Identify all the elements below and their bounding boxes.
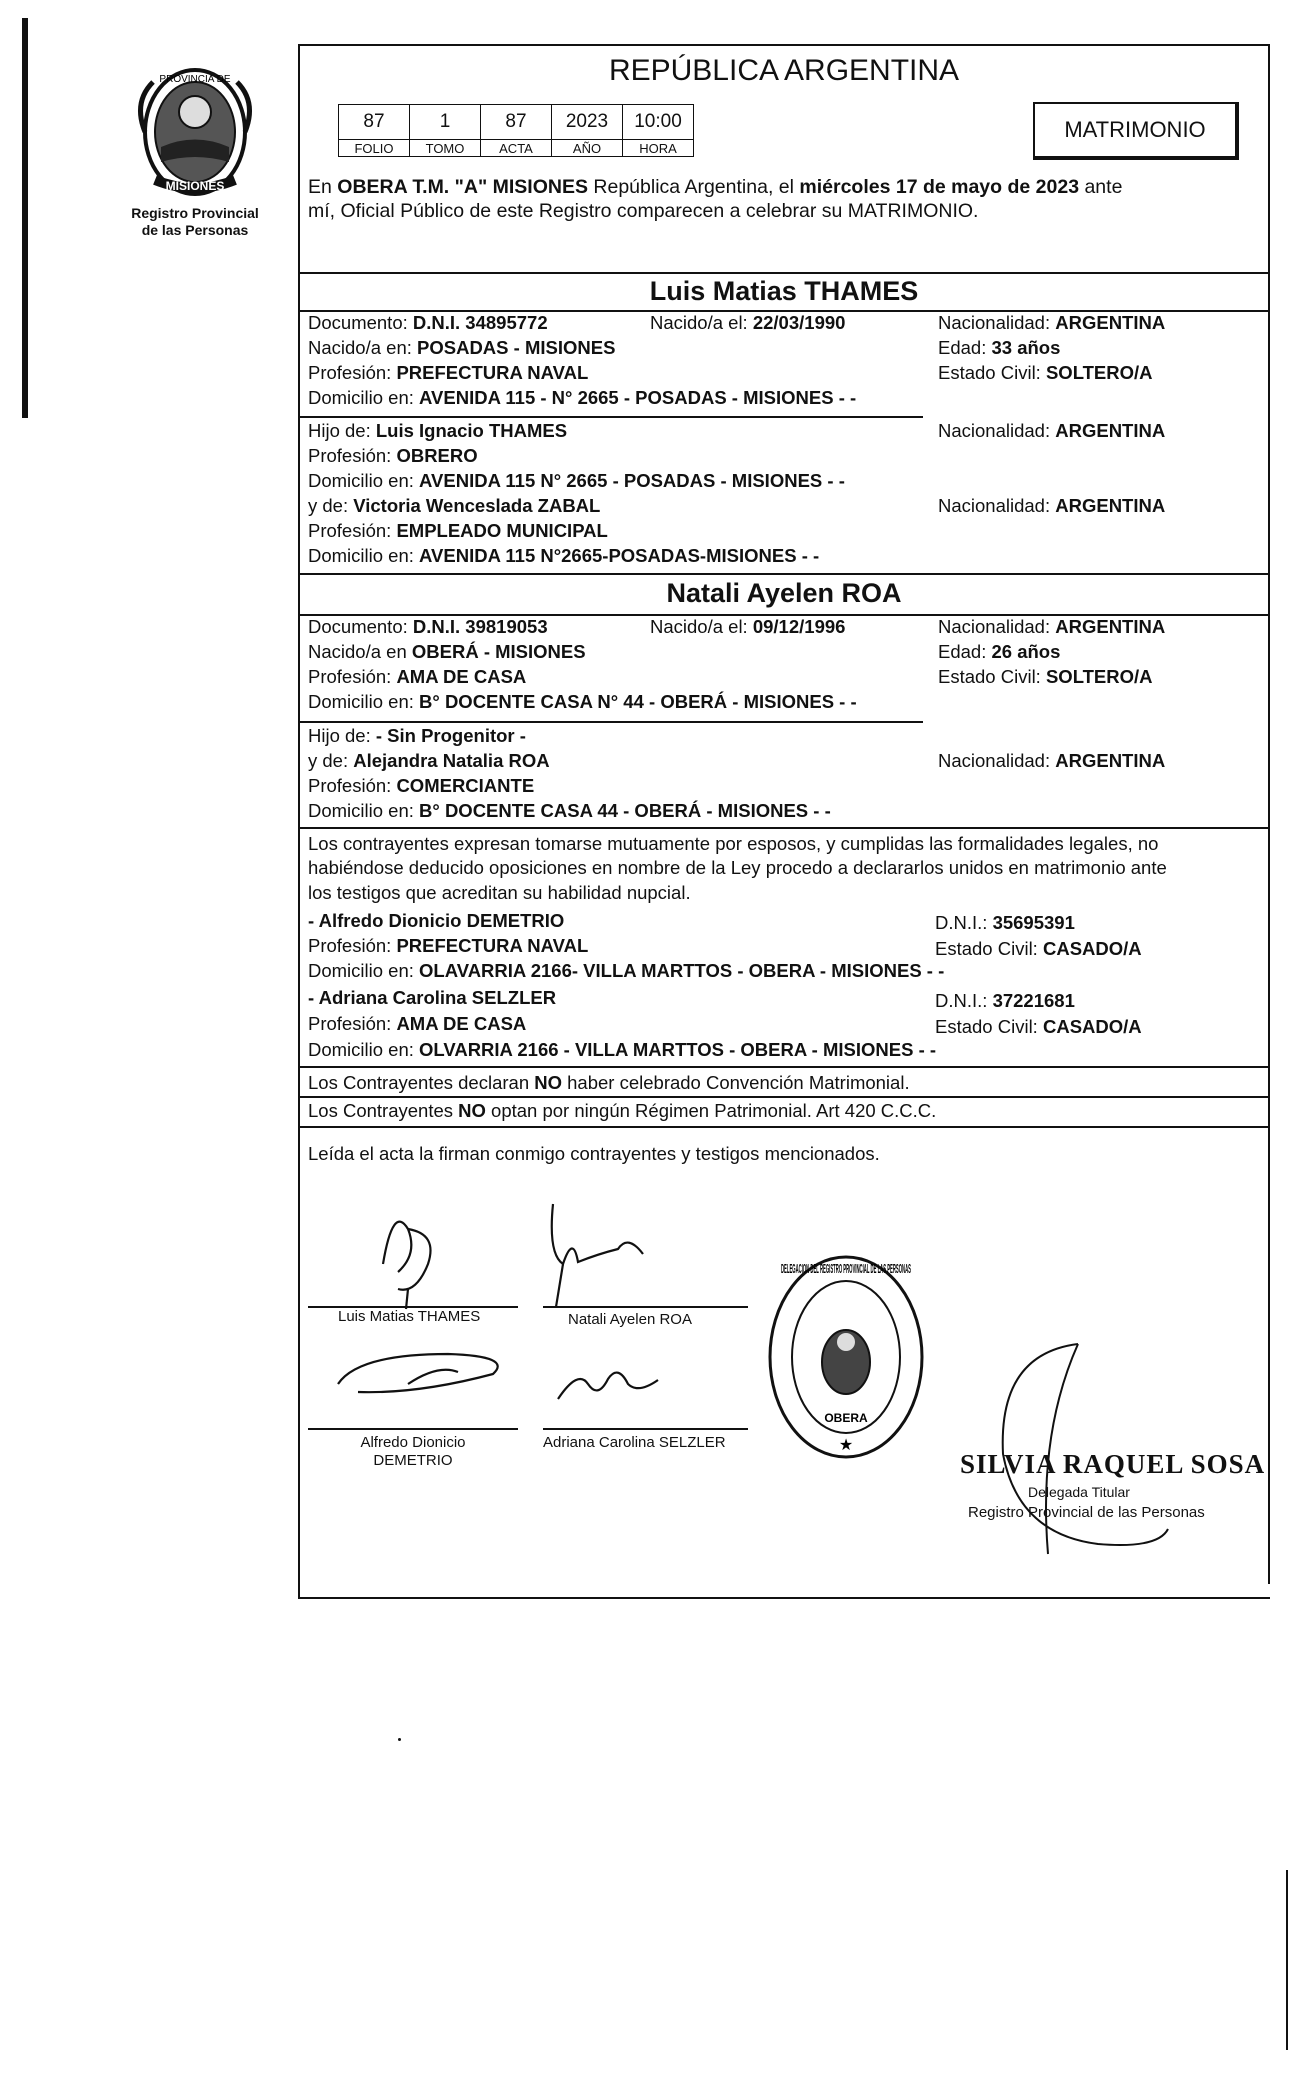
declaration-line-2: habiéndose deducido oposiciones en nombre de la Ley procedo a declararlos unidos en matrimonio ante xyxy=(308,857,1167,878)
spouse1-madre-nacionalidad: Nacionalidad: ARGENTINA xyxy=(938,495,1166,516)
spouse1-madre-profesion: Profesión: EMPLEADO MUNICIPAL xyxy=(308,520,608,541)
spouse1-estado-civil: Estado Civil: SOLTERO/A xyxy=(938,362,1153,383)
spouse1-edad: Edad: 33 años xyxy=(938,337,1061,358)
witness2-domicilio: Domicilio en: OLVARRIA 2166 - VILLA MARTTOS - OBERA - MISIONES - - xyxy=(308,1039,937,1060)
spouse1-padre-nacionalidad: Nacionalidad: ARGENTINA xyxy=(938,420,1166,441)
registry-caption-2: de las Personas xyxy=(141,222,249,238)
certificate xyxy=(298,44,1270,1599)
hora-value: 10:00 xyxy=(623,105,694,140)
witness2-profesion: Profesión: AMA DE CASA xyxy=(308,1013,527,1034)
seal-top-text: PROVINCIA DE xyxy=(159,74,231,85)
spouse2-madre: y de: Alejandra Natalia ROA xyxy=(308,750,550,771)
spouse1-domicilio: Domicilio en: AVENIDA 115 - N° 2665 - POSADAS - MISIONES - - xyxy=(308,387,857,408)
spouse1-madre: y de: Victoria Wenceslada ZABAL xyxy=(308,495,601,516)
spouse2-domicilio: Domicilio en: B° DOCENTE CASA N° 44 - OBERÁ - MISIONES - - xyxy=(308,691,857,712)
declaration-line-3: los testigos que acreditan su habilidad nupcial. xyxy=(308,882,691,903)
hora-label: HORA xyxy=(623,140,694,157)
witness1-domicilio: Domicilio en: OLAVARRIA 2166- VILLA MARTTOS - OBERA - MISIONES - - xyxy=(308,960,945,981)
spouse2-madre-nacionalidad: Nacionalidad: ARGENTINA xyxy=(938,750,1166,771)
stamp-city: OBERA xyxy=(824,1411,868,1425)
folio-value: 87 xyxy=(339,105,410,140)
spouse1-nacido-en: Nacido/a en: POSADAS - MISIONES xyxy=(308,337,616,358)
tomo-label: TOMO xyxy=(410,140,481,157)
sig-witness1-line2: DEMETRIO xyxy=(373,1452,453,1469)
sig-spouse1: Luis Matias THAMES xyxy=(338,1308,481,1325)
country-title: REPÚBLICA ARGENTINA xyxy=(608,54,960,87)
folio-label: FOLIO xyxy=(339,140,410,157)
anio-value: 2023 xyxy=(552,105,623,140)
scan-edge-mark xyxy=(1286,1870,1288,2050)
spouse1-padre: Hijo de: Luis Ignacio THAMES xyxy=(308,420,568,441)
stamp-ring-text: DELEGACION DEL REGISTRO PROVINCIAL DE LAS PERSONAS xyxy=(781,1261,912,1276)
official-title: Delegada Titular xyxy=(1028,1484,1130,1500)
intro-line-2: mí, Oficial Público de este Registro comparecen a celebrar su MATRIMONIO. xyxy=(308,200,979,222)
spouse2-madre-domicilio: Domicilio en: B° DOCENTE CASA 44 - OBERÁ - MISIONES - - xyxy=(308,800,831,821)
sig-spouse2: Natali Ayelen ROA xyxy=(568,1311,692,1328)
act-type-box: MATRIMONIO xyxy=(1033,102,1239,160)
scan-speck xyxy=(398,1738,401,1741)
anio-label: AÑO xyxy=(552,140,623,157)
official-stamp xyxy=(766,1252,926,1462)
witness1-name: - Alfredo Dionicio DEMETRIO xyxy=(308,910,565,931)
witness1-profesion: Profesión: PREFECTURA NAVAL xyxy=(308,935,589,956)
province-seal xyxy=(125,62,265,202)
registry-numbers xyxy=(338,104,694,157)
spouse2-estado-civil: Estado Civil: SOLTERO/A xyxy=(938,666,1153,687)
witness1-estado-civil: Estado Civil: CASADO/A xyxy=(935,938,1142,959)
convencion-note: Los Contrayentes declaran NO haber celebrado Convención Matrimonial. xyxy=(308,1072,910,1093)
spouse2-name: Natali Ayelen ROA xyxy=(666,578,902,608)
witness1-dni: D.N.I.: 35695391 xyxy=(935,912,1075,933)
witness2-dni: D.N.I.: 37221681 xyxy=(935,990,1075,1011)
spouse2-madre-profesion: Profesión: COMERCIANTE xyxy=(308,775,535,796)
official-name: SILVIA RAQUEL SOSA xyxy=(960,1449,1266,1479)
acta-label: ACTA xyxy=(481,140,552,157)
intro-line-1: En OBERA T.M. "A" MISIONES República Argentina, el miércoles 17 de mayo de 2023 ante xyxy=(308,176,1123,198)
spouse1-profesion: Profesión: PREFECTURA NAVAL xyxy=(308,362,589,383)
spouse1-nacido-el: Nacido/a el: 22/03/1990 xyxy=(650,312,846,333)
closing-text: Leída el acta la firman conmigo contrayentes y testigos mencionados. xyxy=(308,1143,880,1164)
spouse2-documento: Documento: D.N.I. 39819053 xyxy=(308,616,548,637)
seal-bottom-text: MISIONES xyxy=(165,179,225,193)
witness2-estado-civil: Estado Civil: CASADO/A xyxy=(935,1016,1142,1037)
sig-witness1-line1: Alfredo Dionicio xyxy=(360,1434,466,1451)
spouse1-madre-domicilio: Domicilio en: AVENIDA 115 N°2665-POSADAS-MISIONES - - xyxy=(308,545,820,566)
official-registry: Registro Provincial de las Personas xyxy=(968,1504,1205,1521)
spouse1-documento: Documento: D.N.I. 34895772 xyxy=(308,312,548,333)
spouse2-profesion: Profesión: AMA DE CASA xyxy=(308,666,527,687)
spouse2-padre: Hijo de: - Sin Progenitor - xyxy=(308,725,526,746)
declaration-line-1: Los contrayentes expresan tomarse mutuamente por esposos, y cumplidas las formalidades legales, no xyxy=(308,833,1159,854)
registry-caption-1: Registro Provincial xyxy=(131,205,259,221)
spouse2-nacido-el: Nacido/a el: 09/12/1996 xyxy=(650,616,846,637)
scan-edge-bar xyxy=(22,18,28,418)
spouse1-padre-profesion: Profesión: OBRERO xyxy=(308,445,478,466)
spouse1-padre-domicilio: Domicilio en: AVENIDA 115 N° 2665 - POSADAS - MISIONES - - xyxy=(308,470,845,491)
tomo-value: 1 xyxy=(410,105,481,140)
spouse2-edad: Edad: 26 años xyxy=(938,641,1061,662)
spouse2-nacionalidad: Nacionalidad: ARGENTINA xyxy=(938,616,1166,637)
acta-value: 87 xyxy=(481,105,552,140)
sig-witness2: Adriana Carolina SELZLER xyxy=(543,1434,726,1451)
spouse2-nacido-en: Nacido/a en OBERÁ - MISIONES xyxy=(308,641,586,662)
spouse1-nacionalidad: Nacionalidad: ARGENTINA xyxy=(938,312,1166,333)
witness2-name: - Adriana Carolina SELZLER xyxy=(308,987,557,1008)
regimen-note: Los Contrayentes NO optan por ningún Régimen Patrimonial. Art 420 C.C.C. xyxy=(308,1100,937,1121)
stamp-star-icon: ★ xyxy=(838,1437,854,1454)
spouse1-name: Luis Matias THAMES xyxy=(649,276,919,306)
